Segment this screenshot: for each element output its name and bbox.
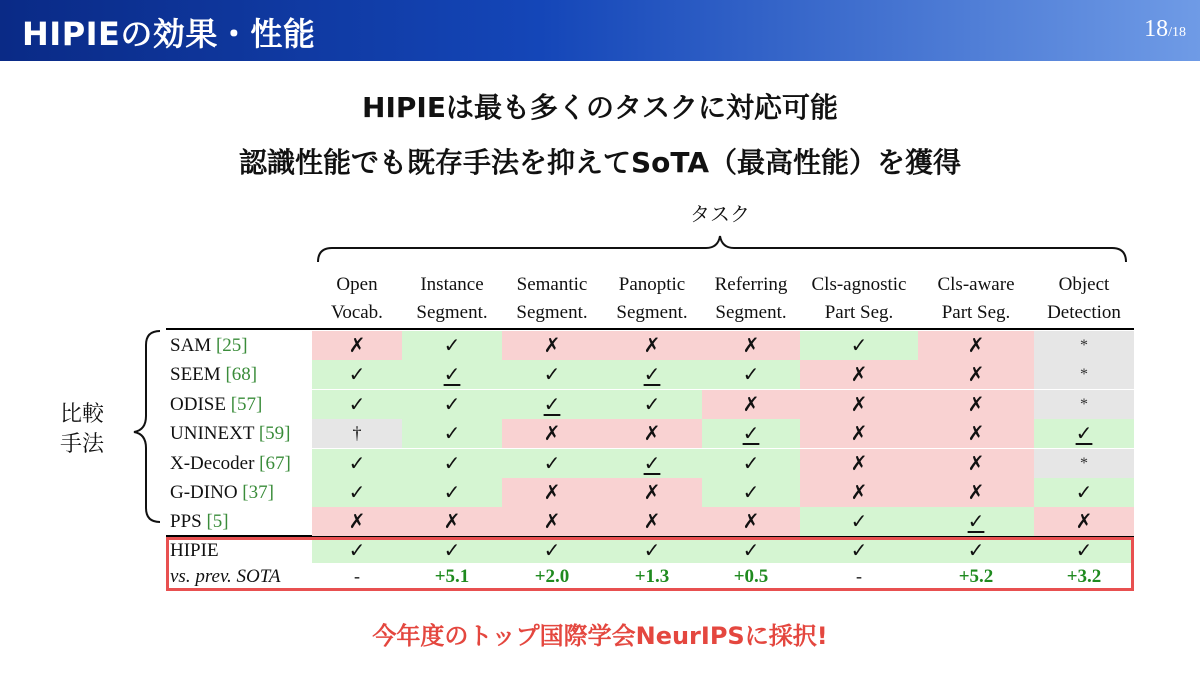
table-cell: [702, 390, 800, 419]
row-method-name: [170, 449, 291, 478]
cell-value: ✗: [348, 333, 366, 357]
citation-ref: [67]: [259, 452, 291, 474]
cell-value: ✗: [967, 333, 985, 357]
method-name: G-DINO: [170, 482, 243, 503]
column-header-line: Cls-agnostic: [811, 274, 907, 295]
cell-value: ✗: [643, 480, 661, 504]
compare-methods-label: [52, 400, 112, 460]
table-cell: [800, 507, 918, 536]
table-cell: [800, 419, 918, 448]
cell-value: ✗: [643, 421, 661, 446]
cell-value: +5.2: [958, 565, 994, 587]
cell-value: ✓: [742, 450, 760, 475]
table-cell: [702, 507, 800, 536]
cell-value: ✓: [742, 362, 760, 387]
citation-ref: [37]: [242, 482, 274, 503]
cell-value: ✓: [543, 362, 561, 387]
table-cell: [1034, 360, 1134, 389]
cell-value: *: [1080, 337, 1088, 354]
page-number: [1144, 16, 1186, 43]
column-header-line: Segment.: [416, 302, 488, 323]
column-header-line: Open: [336, 274, 378, 295]
table-cell: [800, 360, 918, 389]
table-cell: [702, 478, 800, 507]
table-rule: [166, 328, 1134, 330]
cell-value: ✗: [543, 421, 561, 446]
column-header: [918, 271, 1034, 327]
method-name: vs. prev. SOTA: [170, 565, 281, 587]
cell-value: +3.2: [1066, 565, 1102, 587]
cell-value: ✓: [850, 538, 868, 562]
table-cell: [702, 360, 800, 389]
cell-value: ✓: [443, 450, 461, 475]
cell-value: ✗: [850, 362, 868, 387]
compare-label-line1: 比較: [59, 402, 104, 427]
cell-value: ✓: [850, 509, 868, 534]
cell-value: ✓: [348, 538, 366, 562]
cell-value: ✓: [443, 333, 461, 357]
table-cell: [312, 419, 402, 448]
cell-value: ✓: [742, 421, 760, 446]
table-cell: [502, 331, 602, 360]
cell-value: ✓: [443, 538, 461, 562]
table-cell: [602, 419, 702, 448]
table-cell: [602, 360, 702, 389]
method-name: SEEM: [170, 364, 226, 386]
table-cell: [918, 331, 1034, 360]
table-cell: [502, 419, 602, 448]
table-cell: [312, 390, 402, 419]
table-cell: [402, 390, 502, 419]
table-cell: [702, 331, 800, 360]
table-cell: [1034, 331, 1134, 360]
cell-value: ✗: [543, 333, 561, 357]
row-method-name: [170, 360, 257, 389]
cell-value: ✗: [348, 509, 366, 534]
table-cell: [402, 360, 502, 389]
table-cell: [312, 449, 402, 478]
row-method-name: [170, 331, 248, 360]
table-cell: [1034, 390, 1134, 419]
cell-value: ✓: [348, 480, 366, 504]
method-name: X-Decoder: [170, 452, 260, 474]
page-current: 18: [1144, 16, 1169, 42]
cell-value: ✓: [1075, 421, 1093, 446]
column-header: [312, 271, 402, 327]
cell-value: *: [1080, 454, 1088, 472]
table-cell: [312, 507, 402, 536]
column-header-line: Segment.: [715, 302, 787, 323]
citation-ref: [59]: [258, 423, 291, 445]
cell-value: ✓: [643, 362, 661, 387]
cell-value: ✓: [543, 391, 561, 416]
table-cell: [502, 360, 602, 389]
cell-value: ✗: [643, 333, 661, 357]
table-cell: [602, 331, 702, 360]
cell-value: +2.0: [534, 565, 570, 587]
cell-value: -: [856, 565, 862, 586]
row-method-name: [170, 419, 291, 448]
column-header-line: Cls-aware: [937, 274, 1015, 295]
cell-value: ✗: [443, 509, 461, 534]
column-header: [502, 271, 602, 327]
table-cell: [918, 507, 1034, 536]
cell-value: ✗: [850, 391, 868, 416]
cell-value: ✗: [543, 480, 561, 504]
cell-value: ✓: [348, 450, 366, 475]
row-method-name: [170, 507, 229, 536]
cell-value: ✗: [967, 480, 985, 504]
cell-value: ✓: [643, 538, 661, 562]
column-header-line: Segment.: [616, 302, 688, 323]
cell-value: -: [354, 565, 360, 586]
column-header: [702, 271, 800, 327]
table-cell: [800, 331, 918, 360]
cell-value: ✓: [443, 480, 461, 504]
cell-value: †: [352, 423, 362, 444]
table-cell: [502, 507, 602, 536]
table-cell: [502, 390, 602, 419]
cell-value: ✓: [643, 450, 661, 475]
method-name: PPS: [170, 511, 207, 533]
table-cell: [602, 478, 702, 507]
cell-value: ✗: [967, 421, 985, 446]
cell-value: ✓: [348, 362, 366, 387]
table-cell: [402, 331, 502, 360]
table-cell: [918, 449, 1034, 478]
task-brace: [318, 236, 1126, 262]
slide-header: [0, 0, 1200, 61]
table-cell: [402, 449, 502, 478]
table-cell: [312, 331, 402, 360]
column-header-line: Detection: [1047, 302, 1121, 323]
cell-value: ✓: [543, 450, 561, 475]
cell-value: ✓: [443, 421, 461, 446]
table-cell: [312, 478, 402, 507]
table-cell: [918, 419, 1034, 448]
cell-value: ✗: [742, 391, 760, 416]
cell-value: ✗: [967, 391, 985, 416]
column-header: [402, 271, 502, 327]
table-cell: [800, 478, 918, 507]
table-cell: [918, 390, 1034, 419]
table-cell: [1034, 449, 1134, 478]
table-cell: [502, 449, 602, 478]
cell-value: *: [1080, 366, 1088, 384]
method-brace: [134, 331, 160, 522]
method-name: SAM: [170, 335, 216, 356]
cell-value: ✓: [742, 538, 760, 562]
column-header-line: Semantic: [516, 274, 588, 295]
row-method-name: [170, 478, 274, 507]
cell-value: ✓: [1075, 480, 1093, 504]
cell-value: ✓: [443, 391, 461, 416]
column-header-line: Part Seg.: [824, 302, 894, 323]
column-header-line: Segment.: [516, 302, 588, 323]
cell-value: ✓: [967, 538, 985, 562]
table-cell: [402, 507, 502, 536]
cell-value: ✓: [543, 538, 561, 562]
cell-value: ✓: [742, 480, 760, 504]
hipie-highlight-box: [166, 537, 1134, 591]
cell-value: ✓: [1075, 538, 1093, 562]
citation-ref: [57]: [230, 393, 263, 415]
cell-value: ✗: [850, 480, 868, 504]
cell-value: +5.1: [434, 565, 470, 587]
column-header-line: Referring: [714, 274, 788, 295]
column-header-line: Object: [1058, 274, 1110, 295]
table-cell: [1034, 419, 1134, 448]
table-cell: [402, 478, 502, 507]
column-header-line: Panoptic: [618, 274, 686, 295]
cell-value: ✓: [643, 391, 661, 416]
cell-value: +0.5: [733, 565, 769, 587]
table-cell: [800, 390, 918, 419]
method-name: HIPIE: [170, 540, 219, 561]
page-total: /18: [1168, 25, 1186, 40]
table-cell: [800, 449, 918, 478]
cell-value: ✓: [348, 391, 366, 416]
table-cell: [702, 419, 800, 448]
cell-value: ✓: [443, 362, 461, 387]
citation-ref: [68]: [225, 364, 258, 386]
column-header: [1034, 271, 1134, 327]
citation-ref: [25]: [215, 335, 248, 356]
row-method-name: [170, 390, 262, 419]
cell-value: +1.3: [634, 565, 670, 587]
table-cell: [918, 360, 1034, 389]
cell-value: ✗: [742, 509, 760, 534]
method-name: ODISE: [170, 393, 231, 415]
column-header-line: Part Seg.: [941, 302, 1011, 323]
table-cell: [1034, 507, 1134, 536]
cell-value: *: [1080, 395, 1088, 413]
table-cell: [602, 390, 702, 419]
column-header: [800, 271, 918, 327]
table-cell: [602, 449, 702, 478]
headline-2: 認識性能でも既存手法を抑えてSoTA（最高性能）を獲得: [238, 146, 961, 179]
column-header-line: Vocab.: [331, 302, 383, 323]
cell-value: ✗: [967, 362, 985, 387]
task-label: タスク: [690, 202, 750, 226]
cell-value: ✓: [850, 333, 868, 357]
column-header: [602, 271, 702, 327]
cell-value: ✗: [543, 509, 561, 534]
table-cell: [702, 449, 800, 478]
cell-value: ✗: [967, 450, 985, 475]
cell-value: ✗: [850, 450, 868, 475]
cell-value: ✗: [643, 509, 661, 534]
table-cell: [1034, 478, 1134, 507]
table-cell: [502, 478, 602, 507]
compare-label-line2: 手法: [59, 432, 104, 457]
cell-value: ✗: [850, 421, 868, 446]
slide-title: HIPIEの効果・性能: [22, 15, 316, 53]
cell-value: ✗: [1075, 509, 1093, 534]
column-header-line: Instance: [420, 274, 484, 295]
cell-value: ✓: [967, 509, 985, 534]
cell-value: ✗: [742, 333, 760, 357]
table-cell: [402, 419, 502, 448]
headline-1: HIPIEは最も多くのタスクに対応可能: [362, 91, 838, 124]
table-cell: [918, 478, 1034, 507]
method-name: UNINEXT: [170, 423, 259, 445]
footer-note: 今年度のトップ国際学会NeurIPSに採択!: [372, 622, 828, 650]
table-cell: [602, 507, 702, 536]
table-cell: [312, 360, 402, 389]
citation-ref: [5]: [206, 511, 229, 533]
